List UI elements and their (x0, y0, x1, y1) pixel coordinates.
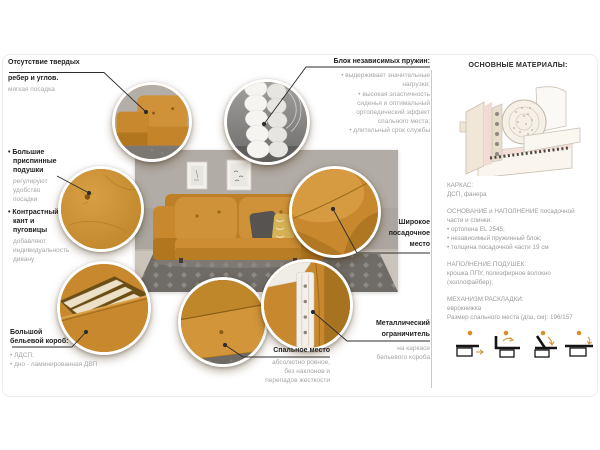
callout-desc: регулируют (13, 178, 48, 185)
callout-desc: индивидуальность (13, 247, 70, 254)
callout-title-line: пуговицы (13, 227, 48, 234)
materials-mechanism-label: МЕХАНИЗМ РАСКЛАДКИ: (447, 296, 524, 303)
materials-mechanism-value: еврокнижка (447, 305, 482, 312)
callout-desc: абсолютно ровное, (272, 359, 330, 366)
callout-title-line: Большой (10, 329, 43, 336)
mechanism-steps (455, 328, 595, 362)
callout-desc: без наклонов и (284, 368, 330, 375)
callout-item: ортопедический эффект (356, 109, 430, 116)
callout-spring-block (270, 57, 430, 135)
callout-storage-box (10, 328, 120, 369)
materials-pillows-value: крошка ППУ, полиэфирное волокно (447, 270, 551, 277)
callout-desc: дивану (13, 256, 35, 263)
sofa-cutaway-diagram (458, 78, 590, 178)
callout-title-line: • Большие (8, 149, 45, 156)
callout-desc: мягкая посадка (8, 86, 55, 93)
callout-desc: удобство (13, 187, 41, 194)
callout-title-line: подушки (13, 167, 44, 174)
callout-item: нагрузки; (402, 81, 430, 88)
callout-title-line: Металлический (375, 320, 430, 327)
materials-base-label: ОСНОВАНИЕ и НАПОЛНЕНИЕ посадочной (447, 208, 575, 215)
callout-desc: посадки (13, 196, 38, 203)
mechanism-step-2-icon (491, 328, 522, 362)
materials-base-label: части и спинки: (447, 217, 492, 224)
callout-title-line: приспинные (13, 158, 57, 165)
callout-title-line: Широкое (398, 219, 430, 226)
callout-item: • длительный срок службы (349, 127, 430, 134)
mechanism-step-1-icon (455, 328, 486, 362)
materials-base-item: • независимый пружинный блок; (447, 235, 542, 242)
materials-heading: ОСНОВНЫЕ МАТЕРИАЛЫ: (468, 60, 568, 69)
materials-base-item: • ортопена EL 2545; (447, 226, 505, 233)
callout-item: спального места; (377, 118, 430, 125)
callout-sleeping-place (230, 346, 330, 385)
callout-desc: бельевого короба (376, 354, 430, 361)
callout-soft-edges (8, 58, 108, 94)
materials-frame-label: КАРКАС: (447, 182, 474, 189)
callout-title-line: место (409, 241, 430, 248)
materials-base-item: • толщина посадочной части 19 см (447, 244, 549, 251)
materials-frame-value: ДСП, фанера (447, 191, 487, 198)
callout-item: • высокая эластичность (358, 91, 430, 98)
callout-title-line: ограничитель (381, 331, 430, 338)
callout-title-line: Отсутствие твердых (8, 59, 80, 66)
materials-pillows-value: (холлофайбер); (447, 279, 494, 286)
materials-bed-size: Размер спального места (д/ш, см): 196/157 (447, 314, 573, 321)
mechanism-step-4-icon (564, 328, 595, 362)
callout-wide-seat (330, 218, 430, 249)
materials-pillows-label: НАПОЛНЕНИЕ ПОДУШЕК: (447, 261, 526, 268)
callout-title-line: • Контрастный (8, 209, 59, 216)
callout-desc: перепадов жесткости (265, 377, 330, 384)
back-panel (466, 102, 484, 174)
callout-title: Блок независимых пружин: (333, 58, 430, 65)
mechanism-step-3-icon (528, 328, 559, 362)
callout-desc: на каркасе (397, 345, 430, 352)
panel-divider (431, 70, 432, 388)
callout-title-line: ребер и углов. (8, 75, 59, 82)
callout-title-line: посадочное (388, 230, 430, 237)
callout-desc: добавляют (13, 238, 46, 245)
cutaway-illustration (458, 78, 590, 176)
callout-item: • ЛДСП; (10, 352, 34, 359)
soft-corner-photo (115, 85, 189, 159)
callout-title-line: бельевой короб: (10, 338, 69, 345)
detail-circle-soft-corner (112, 82, 192, 162)
callout-item: • дно - ламинированная ДВП (10, 361, 98, 368)
callout-title-line: кант и (13, 218, 35, 225)
callout-title: Спальное место (273, 347, 330, 354)
callout-metal-limiter (330, 319, 430, 362)
callout-pillows-and-piping (8, 148, 88, 264)
materials-text (447, 181, 595, 322)
callout-item: • выдерживает значительные (341, 72, 430, 79)
callout-item: сиденья и оптимальный (357, 100, 430, 107)
